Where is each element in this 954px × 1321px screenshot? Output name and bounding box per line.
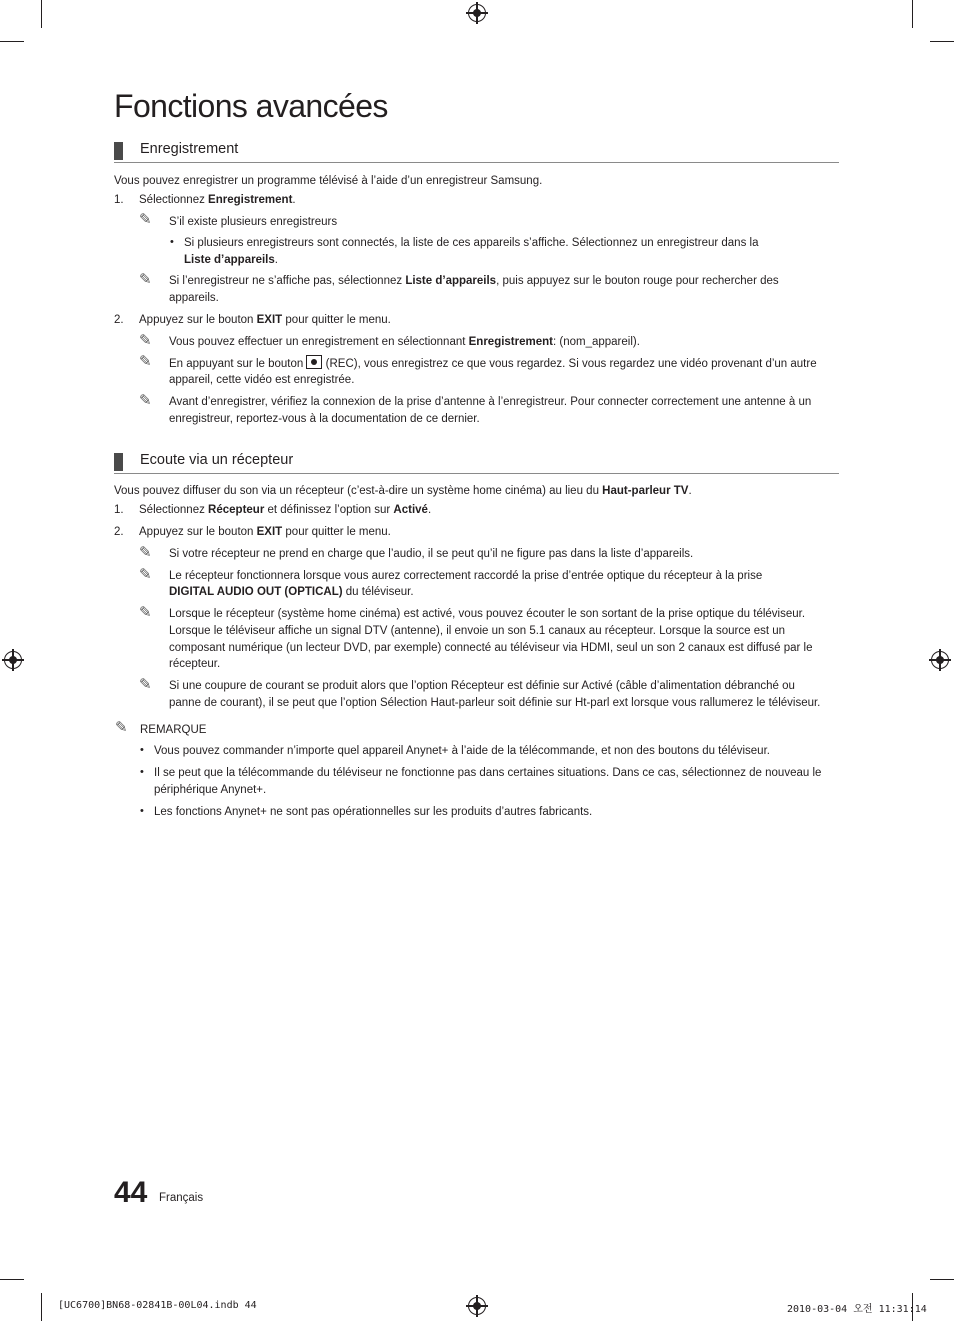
section-title: Ecoute via un récepteur (140, 452, 294, 468)
bullet-icon: • (140, 766, 144, 778)
note-text: Le récepteur fonctionnera lorsque vous aurez correctement raccordé la prise d’entrée optique du récepteur à la prise (169, 570, 763, 582)
note-bold-term: DIGITAL AUDIO OUT (OPTICAL) (169, 586, 343, 598)
step-text-pre: Sélectionnez (139, 194, 209, 206)
section-marker (114, 453, 123, 471)
pencil-note-icon: ✎ (115, 719, 128, 736)
crop-mark-bottom-left-vertical (41, 1293, 42, 1321)
step-bold-term: Enregistrement (208, 194, 293, 206)
step-text-pre: Appuyez sur le bouton (139, 526, 257, 538)
note-text (169, 334, 640, 351)
note-text-line2: appareils. (169, 292, 219, 304)
rec-button-icon (306, 355, 322, 369)
page-language: Français (159, 1192, 204, 1204)
note-text-line2: Lorsque le téléviseur affiche un signal DTV (antenne), il envoie un son 5.1 canaux au récepteur. Lorsque la source est un (169, 625, 786, 637)
note-text-post: du téléviseur. (342, 586, 414, 598)
remarque-label: REMARQUE (140, 724, 207, 736)
pencil-note-icon: ✎ (139, 211, 152, 228)
note-text-line2: enregistreur, reportez-vous à la documentation de ce dernier. (169, 413, 480, 425)
note-text-line2: appareil, cette vidéo est enregistrée. (169, 374, 355, 386)
pencil-note-icon: ✎ (139, 271, 152, 288)
crop-mark-top-left-horizontal (0, 41, 24, 42)
registration-mark-icon (4, 651, 22, 669)
step-bold-term: EXIT (256, 526, 283, 538)
note-text: S’il existe plusieurs enregistreurs (169, 216, 338, 228)
step-text (139, 312, 391, 329)
bullet-text-line2 (184, 252, 278, 269)
crop-mark-top-right-horizontal (930, 41, 954, 42)
step-text-post: pour quitter le menu. (282, 314, 391, 326)
bullet-text: Si plusieurs enregistreurs sont connectés, la liste de ces appareils s’affiche. Sélectionnez un enregistreur dans la (184, 237, 759, 249)
page-title: Fonctions avancées (114, 88, 388, 124)
note-text-pre: Vous pouvez effectuer un enregistrement en sélectionnant (169, 336, 469, 348)
bullet-icon: • (170, 236, 174, 248)
step-text-mid: et définissez l’option sur (264, 504, 394, 516)
remarque-item: Il se peut que la télécommande du téléviseur ne fonctionne pas dans certaines situations. Dans ce cas, sélectionnez de nouveau le (154, 767, 822, 779)
section-heading-enregistrement (114, 140, 839, 163)
crop-mark-top-left-vertical (41, 0, 42, 28)
crop-mark-top-right-vertical (912, 0, 913, 28)
crop-mark-bottom-right-horizontal (930, 1279, 954, 1280)
note-text: Si votre récepteur ne prend en charge que l’audio, il se peut qu’il ne figure pas dans la liste d’appareils. (169, 548, 694, 560)
note-text-pre: En appuyant sur le bouton (169, 358, 307, 370)
step-text-pre: Appuyez sur le bouton (139, 314, 257, 326)
note-text-line3: composant numérique (un lecteur DVD, par exemple) connecté au téléviseur via HDMI, seul un son 2 canaux est diffusé par le (169, 642, 813, 654)
note-text-post: , puis appuyez sur le bouton rouge pour rechercher des (496, 275, 779, 287)
section-heading-ecoute-recepteur (114, 451, 839, 474)
bullet-icon: • (140, 744, 144, 756)
step-text-pre: Sélectionnez (139, 504, 209, 516)
step-text (139, 502, 431, 519)
step-text (139, 524, 391, 541)
crop-mark-bottom-left-horizontal (0, 1279, 24, 1280)
step-text-post: . (427, 504, 432, 516)
note-text: Avant d’enregistrer, vérifiez la connexion de la prise d’antenne à l’enregistreur. Pour connecter correctement une antenne à un (169, 396, 812, 408)
print-slug-file: [UC6700]BN68-02841B-00L04.indb 44 (58, 1300, 257, 1311)
section-title: Enregistrement (140, 141, 239, 157)
remarque-item: Les fonctions Anynet+ ne sont pas opérationnelles sur les produits d’autres fabricants. (154, 806, 593, 818)
step-bold-term-2: Activé (393, 504, 428, 516)
registration-mark-icon (468, 1297, 486, 1315)
step-number: 1. (114, 504, 124, 516)
note-text-line4: récepteur. (169, 658, 221, 670)
note-text-line2 (169, 584, 414, 601)
note-text: Lorsque le récepteur (système home cinéma) est activé, vous pouvez écouter le son sortant de la prise optique du téléviseur. (169, 608, 806, 620)
pencil-note-icon: ✎ (139, 353, 152, 370)
print-slug-timestamp: 2010-03-04 오전 11:31:14 (787, 1304, 927, 1315)
step-text-post: pour quitter le menu. (282, 526, 391, 538)
pencil-note-icon: ✎ (139, 604, 152, 621)
note-text-pre: Si l’enregistreur ne s’affiche pas, sélectionnez (169, 275, 406, 287)
note-text (169, 273, 779, 290)
note-bold-term: Enregistrement (468, 336, 553, 348)
section-marker (114, 142, 123, 160)
note-text-post: : (nom_appareil). (552, 336, 640, 348)
intro-bold-term: Haut-parleur TV (602, 485, 689, 497)
section-intro (114, 483, 692, 500)
pencil-note-icon: ✎ (139, 544, 152, 561)
step-text-post: . (292, 194, 296, 206)
note-text-line2: panne de courant), il se peut que l’option Sélection Haut-parleur soit définie sur Ht-parl ext lorsque vous rallumerez le téléviseur. (169, 697, 821, 709)
note-text-post: (REC), vous enregistrez ce que vous regardez. Si vous regardez une vidéo provenant d’un autre (322, 358, 817, 370)
page-number: 44 (114, 1176, 148, 1209)
note-bold-term: Liste d’appareils (405, 275, 497, 287)
step-bold-term: EXIT (256, 314, 283, 326)
step-number: 2. (114, 314, 124, 326)
pencil-note-icon: ✎ (139, 392, 152, 409)
pencil-note-icon: ✎ (139, 676, 152, 693)
note-text: Si une coupure de courant se produit alors que l’option Récepteur est définie sur Activé (câble d’alimentation débranché ou (169, 680, 795, 692)
remarque-item: Vous pouvez commander n’importe quel appareil Anynet+ à l’aide de la télécommande, et non des boutons du téléviseur. (154, 745, 770, 757)
intro-text-post: . (688, 485, 692, 497)
registration-mark-icon (931, 651, 949, 669)
step-number: 2. (114, 526, 124, 538)
step-text (139, 192, 296, 209)
registration-mark-icon (468, 4, 486, 22)
intro-text-pre: Vous pouvez diffuser du son via un récepteur (c’est-à-dire un système home cinéma) au lieu du (114, 485, 603, 497)
section-intro: Vous pouvez enregistrer un programme télévisé à l’aide d’un enregistreur Samsung. (114, 175, 543, 187)
bullet-icon: • (140, 805, 144, 817)
pencil-note-icon: ✎ (139, 566, 152, 583)
bullet-bold-term: Liste d’appareils (184, 254, 275, 266)
pencil-note-icon: ✎ (139, 332, 152, 349)
note-text (169, 355, 817, 373)
bullet-text-post: . (274, 254, 278, 266)
step-bold-term: Récepteur (208, 504, 265, 516)
step-number: 1. (114, 194, 124, 206)
remarque-item-line2: périphérique Anynet+. (154, 784, 267, 796)
